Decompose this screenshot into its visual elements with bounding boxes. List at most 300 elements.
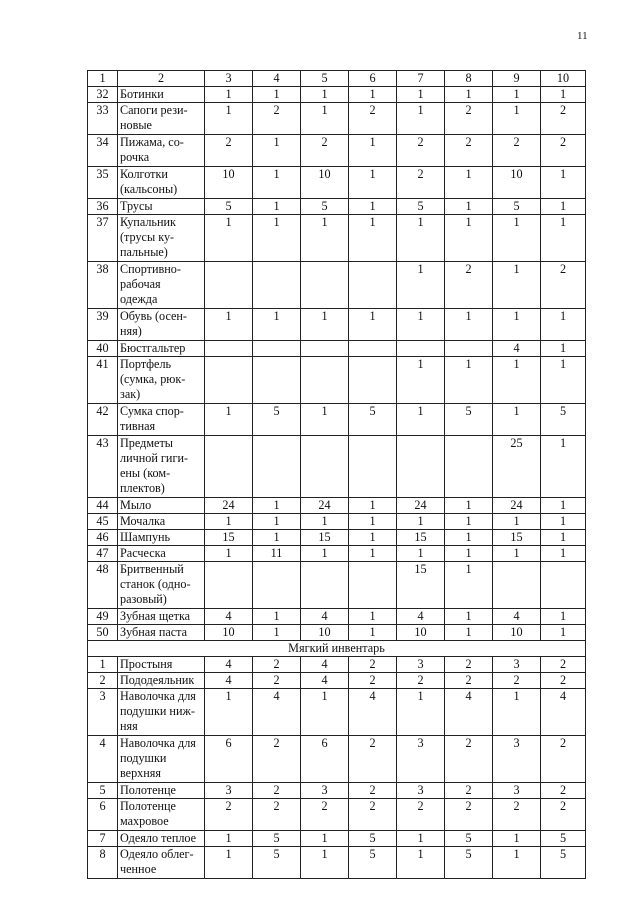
- row-number: 43: [88, 436, 118, 498]
- table-row: [88, 689, 586, 736]
- table-row: [88, 799, 586, 831]
- quantity-cell: [253, 262, 301, 309]
- quantity-cell: 2: [445, 736, 493, 783]
- quantity-cell: 4: [445, 689, 493, 736]
- quantity-cell: [445, 341, 493, 357]
- quantity-cell: 6: [205, 736, 253, 783]
- quantity-cell: 1: [349, 514, 397, 530]
- quantity-cell: 1: [253, 309, 301, 341]
- item-name: Портфель (сумка, рюк- зак): [118, 357, 205, 404]
- quantity-cell: 1: [541, 609, 586, 625]
- quantity-cell: 4: [493, 609, 541, 625]
- item-name: Зубная щетка: [118, 609, 205, 625]
- row-number: 34: [88, 135, 118, 167]
- quantity-cell: 5: [445, 831, 493, 847]
- quantity-cell: 1: [205, 404, 253, 436]
- item-name: Обувь (осен- няя): [118, 309, 205, 341]
- row-number: 7: [88, 831, 118, 847]
- row-number: 47: [88, 546, 118, 562]
- section-row: [88, 641, 586, 657]
- row-number: 44: [88, 498, 118, 514]
- quantity-cell: 1: [349, 199, 397, 215]
- item-name: Шампунь: [118, 530, 205, 546]
- row-number: 48: [88, 562, 118, 609]
- table-row: [88, 783, 586, 799]
- quantity-cell: [349, 262, 397, 309]
- quantity-cell: [349, 341, 397, 357]
- table-row: [88, 847, 586, 879]
- quantity-cell: 1: [301, 87, 349, 103]
- quantity-cell: 4: [541, 689, 586, 736]
- header-cell: 2: [118, 71, 205, 87]
- quantity-cell: [397, 341, 445, 357]
- quantity-cell: [493, 562, 541, 609]
- quantity-cell: 2: [445, 673, 493, 689]
- quantity-cell: 1: [349, 215, 397, 262]
- quantity-cell: [205, 262, 253, 309]
- header-cell: 6: [349, 71, 397, 87]
- quantity-cell: 4: [253, 689, 301, 736]
- quantity-cell: 5: [445, 847, 493, 879]
- quantity-cell: 1: [397, 309, 445, 341]
- quantity-cell: 1: [541, 199, 586, 215]
- quantity-cell: 1: [397, 404, 445, 436]
- quantity-cell: 2: [541, 262, 586, 309]
- header-cell: 4: [253, 71, 301, 87]
- quantity-cell: 2: [541, 783, 586, 799]
- item-name: Наволочка для подушки ниж- няя: [118, 689, 205, 736]
- quantity-cell: 1: [493, 404, 541, 436]
- header-cell: 5: [301, 71, 349, 87]
- quantity-cell: 3: [301, 783, 349, 799]
- table-row: [88, 498, 586, 514]
- quantity-cell: 4: [301, 609, 349, 625]
- table-row: [88, 657, 586, 673]
- row-number: 35: [88, 167, 118, 199]
- quantity-cell: [253, 562, 301, 609]
- quantity-cell: 1: [541, 436, 586, 498]
- quantity-cell: 1: [541, 530, 586, 546]
- row-number: 42: [88, 404, 118, 436]
- quantity-cell: 2: [397, 799, 445, 831]
- table-row: [88, 215, 586, 262]
- quantity-cell: 2: [253, 673, 301, 689]
- quantity-cell: [301, 436, 349, 498]
- quantity-cell: 1: [397, 87, 445, 103]
- row-number: 5: [88, 783, 118, 799]
- quantity-cell: 1: [205, 514, 253, 530]
- table-row: [88, 309, 586, 341]
- table-row: [88, 135, 586, 167]
- quantity-cell: 2: [445, 262, 493, 309]
- quantity-cell: 24: [493, 498, 541, 514]
- row-number: 41: [88, 357, 118, 404]
- quantity-cell: [301, 262, 349, 309]
- quantity-cell: 1: [397, 262, 445, 309]
- quantity-cell: 1: [397, 546, 445, 562]
- quantity-cell: 2: [397, 673, 445, 689]
- quantity-cell: 1: [301, 689, 349, 736]
- quantity-cell: 1: [205, 87, 253, 103]
- quantity-cell: 2: [253, 799, 301, 831]
- quantity-cell: 5: [541, 404, 586, 436]
- quantity-cell: 2: [205, 135, 253, 167]
- quantity-cell: 1: [253, 530, 301, 546]
- quantity-cell: 1: [301, 215, 349, 262]
- quantity-cell: 2: [205, 799, 253, 831]
- quantity-cell: 1: [301, 309, 349, 341]
- table-row: [88, 530, 586, 546]
- table-row: [88, 262, 586, 309]
- quantity-cell: 5: [253, 831, 301, 847]
- quantity-cell: 5: [349, 831, 397, 847]
- quantity-cell: 6: [301, 736, 349, 783]
- table-row: [88, 357, 586, 404]
- quantity-cell: 1: [253, 609, 301, 625]
- table-row: [88, 831, 586, 847]
- quantity-cell: 10: [493, 625, 541, 641]
- quantity-cell: 1: [205, 103, 253, 135]
- header-cell: 8: [445, 71, 493, 87]
- quantity-cell: 1: [493, 309, 541, 341]
- table-row: [88, 167, 586, 199]
- table-row: [88, 341, 586, 357]
- quantity-cell: 1: [445, 609, 493, 625]
- row-number: 4: [88, 736, 118, 783]
- quantity-cell: [349, 436, 397, 498]
- quantity-cell: 1: [349, 135, 397, 167]
- quantity-cell: 10: [205, 625, 253, 641]
- quantity-cell: 1: [445, 309, 493, 341]
- quantity-cell: 1: [541, 514, 586, 530]
- table-body: [88, 71, 586, 879]
- quantity-cell: 2: [349, 673, 397, 689]
- quantity-cell: 11: [253, 546, 301, 562]
- quantity-cell: 1: [445, 530, 493, 546]
- quantity-cell: 5: [445, 404, 493, 436]
- quantity-cell: 1: [445, 625, 493, 641]
- item-name: Сумка спор- тивная: [118, 404, 205, 436]
- table-row: [88, 736, 586, 783]
- quantity-cell: 5: [541, 831, 586, 847]
- quantity-cell: [301, 562, 349, 609]
- row-number: 3: [88, 689, 118, 736]
- quantity-cell: 10: [301, 167, 349, 199]
- quantity-cell: 4: [397, 609, 445, 625]
- quantity-cell: 3: [397, 657, 445, 673]
- quantity-cell: 15: [493, 530, 541, 546]
- table-row: [88, 546, 586, 562]
- quantity-cell: 1: [301, 514, 349, 530]
- quantity-cell: 4: [349, 689, 397, 736]
- quantity-cell: 1: [541, 87, 586, 103]
- row-number: 36: [88, 199, 118, 215]
- item-name: Расческа: [118, 546, 205, 562]
- quantity-cell: 2: [397, 167, 445, 199]
- quantity-cell: 1: [253, 199, 301, 215]
- quantity-cell: 5: [541, 847, 586, 879]
- quantity-cell: [301, 357, 349, 404]
- quantity-cell: 1: [205, 309, 253, 341]
- quantity-cell: 15: [301, 530, 349, 546]
- quantity-cell: 5: [349, 404, 397, 436]
- quantity-cell: 2: [349, 103, 397, 135]
- quantity-cell: 5: [253, 847, 301, 879]
- header-cell: 7: [397, 71, 445, 87]
- quantity-cell: 1: [253, 514, 301, 530]
- quantity-cell: 10: [301, 625, 349, 641]
- quantity-cell: 4: [205, 609, 253, 625]
- quantity-cell: 1: [541, 309, 586, 341]
- quantity-cell: 1: [541, 498, 586, 514]
- item-name: Бюстгальтер: [118, 341, 205, 357]
- item-name: Трусы: [118, 199, 205, 215]
- quantity-cell: 10: [205, 167, 253, 199]
- quantity-cell: 2: [253, 783, 301, 799]
- quantity-cell: 3: [493, 657, 541, 673]
- quantity-cell: 1: [205, 847, 253, 879]
- quantity-cell: 2: [493, 673, 541, 689]
- table-row: [88, 404, 586, 436]
- quantity-cell: 1: [205, 689, 253, 736]
- quantity-cell: [445, 436, 493, 498]
- item-name: Мочалка: [118, 514, 205, 530]
- quantity-cell: 1: [349, 625, 397, 641]
- quantity-cell: 3: [493, 783, 541, 799]
- quantity-cell: 24: [301, 498, 349, 514]
- quantity-cell: 2: [541, 799, 586, 831]
- quantity-cell: 1: [253, 215, 301, 262]
- quantity-cell: 2: [445, 657, 493, 673]
- table-row: [88, 673, 586, 689]
- quantity-cell: [205, 436, 253, 498]
- quantity-cell: 1: [493, 103, 541, 135]
- quantity-cell: 3: [397, 783, 445, 799]
- quantity-cell: 1: [493, 262, 541, 309]
- quantity-cell: 1: [493, 847, 541, 879]
- quantity-cell: [349, 357, 397, 404]
- quantity-cell: 1: [445, 498, 493, 514]
- section-title: Мягкий инвентарь: [88, 641, 586, 657]
- quantity-cell: 1: [205, 546, 253, 562]
- quantity-cell: 24: [397, 498, 445, 514]
- quantity-cell: 1: [301, 546, 349, 562]
- quantity-cell: 1: [493, 689, 541, 736]
- quantity-cell: 5: [301, 199, 349, 215]
- quantity-cell: [205, 357, 253, 404]
- table-row: [88, 87, 586, 103]
- quantity-cell: 2: [349, 799, 397, 831]
- quantity-cell: 1: [541, 625, 586, 641]
- quantity-cell: 1: [349, 546, 397, 562]
- item-name: Простыня: [118, 657, 205, 673]
- quantity-cell: 1: [445, 357, 493, 404]
- row-number: 39: [88, 309, 118, 341]
- quantity-cell: 3: [493, 736, 541, 783]
- quantity-cell: 15: [397, 530, 445, 546]
- quantity-cell: 1: [445, 87, 493, 103]
- quantity-cell: 2: [253, 736, 301, 783]
- quantity-cell: 1: [253, 87, 301, 103]
- quantity-cell: [349, 562, 397, 609]
- quantity-cell: 1: [349, 87, 397, 103]
- quantity-cell: 1: [541, 546, 586, 562]
- row-number: 37: [88, 215, 118, 262]
- item-name: Наволочка для подушки верхняя: [118, 736, 205, 783]
- quantity-cell: 2: [541, 135, 586, 167]
- quantity-cell: 2: [253, 657, 301, 673]
- quantity-cell: 2: [493, 799, 541, 831]
- quantity-cell: 15: [205, 530, 253, 546]
- quantity-cell: 1: [397, 103, 445, 135]
- quantity-cell: 1: [253, 498, 301, 514]
- item-name: Ботинки: [118, 87, 205, 103]
- page-number: 11: [577, 30, 588, 42]
- table-row: [88, 436, 586, 498]
- quantity-cell: 1: [301, 847, 349, 879]
- item-name: Мыло: [118, 498, 205, 514]
- quantity-cell: 1: [541, 341, 586, 357]
- quantity-cell: 24: [205, 498, 253, 514]
- quantity-cell: [253, 341, 301, 357]
- item-name: Полотенце махровое: [118, 799, 205, 831]
- item-name: Бритвенный станок (одно- разовый): [118, 562, 205, 609]
- quantity-cell: 1: [541, 357, 586, 404]
- quantity-cell: 1: [301, 831, 349, 847]
- item-name: Купальник (трусы ку- пальные): [118, 215, 205, 262]
- quantity-cell: 1: [397, 215, 445, 262]
- quantity-cell: 5: [349, 847, 397, 879]
- row-number: 38: [88, 262, 118, 309]
- quantity-cell: 2: [349, 736, 397, 783]
- quantity-cell: 10: [493, 167, 541, 199]
- row-number: 8: [88, 847, 118, 879]
- quantity-cell: [253, 357, 301, 404]
- quantity-cell: 1: [493, 357, 541, 404]
- quantity-cell: 1: [349, 167, 397, 199]
- quantity-cell: 2: [445, 135, 493, 167]
- quantity-cell: 5: [397, 199, 445, 215]
- quantity-cell: 1: [445, 167, 493, 199]
- header-cell: 10: [541, 71, 586, 87]
- quantity-cell: 4: [301, 673, 349, 689]
- quantity-cell: [253, 436, 301, 498]
- quantity-cell: 1: [397, 514, 445, 530]
- row-number: 49: [88, 609, 118, 625]
- quantity-cell: 1: [349, 498, 397, 514]
- item-name: Пижама, со- рочка: [118, 135, 205, 167]
- quantity-cell: 1: [253, 135, 301, 167]
- quantity-cell: 15: [397, 562, 445, 609]
- row-number: 33: [88, 103, 118, 135]
- quantity-cell: 1: [253, 625, 301, 641]
- row-number: 46: [88, 530, 118, 546]
- quantity-cell: 2: [349, 657, 397, 673]
- row-number: 50: [88, 625, 118, 641]
- quantity-cell: 1: [493, 831, 541, 847]
- table-row: [88, 199, 586, 215]
- quantity-cell: 2: [445, 783, 493, 799]
- quantity-cell: 10: [397, 625, 445, 641]
- row-number: 2: [88, 673, 118, 689]
- item-name: Предметы личной гиги- ены (ком- плектов): [118, 436, 205, 498]
- quantity-cell: 2: [541, 657, 586, 673]
- quantity-cell: 3: [205, 783, 253, 799]
- quantity-cell: 1: [445, 562, 493, 609]
- quantity-cell: 1: [349, 309, 397, 341]
- row-number: 40: [88, 341, 118, 357]
- quantity-cell: 4: [493, 341, 541, 357]
- quantity-cell: 1: [349, 609, 397, 625]
- item-name: Колготки (кальсоны): [118, 167, 205, 199]
- quantity-cell: 2: [349, 783, 397, 799]
- quantity-cell: 5: [205, 199, 253, 215]
- quantity-cell: 25: [493, 436, 541, 498]
- item-name: Полотенце: [118, 783, 205, 799]
- quantity-cell: [301, 341, 349, 357]
- quantity-cell: 5: [493, 199, 541, 215]
- quantity-cell: 1: [301, 404, 349, 436]
- quantity-cell: [397, 436, 445, 498]
- quantity-cell: 1: [397, 847, 445, 879]
- quantity-cell: 1: [493, 215, 541, 262]
- quantity-cell: 2: [445, 103, 493, 135]
- header-row: [88, 71, 586, 87]
- quantity-cell: 1: [205, 215, 253, 262]
- item-name: Одеяло облег- ченное: [118, 847, 205, 879]
- quantity-cell: 1: [445, 546, 493, 562]
- quantity-cell: 1: [397, 689, 445, 736]
- header-cell: 1: [88, 71, 118, 87]
- quantity-cell: 1: [445, 199, 493, 215]
- row-number: 32: [88, 87, 118, 103]
- header-cell: 9: [493, 71, 541, 87]
- supply-norms-table: [87, 70, 586, 879]
- quantity-cell: 3: [397, 736, 445, 783]
- quantity-cell: 1: [301, 103, 349, 135]
- table-row: [88, 514, 586, 530]
- row-number: 6: [88, 799, 118, 831]
- row-number: 1: [88, 657, 118, 673]
- item-name: Сапоги рези- новые: [118, 103, 205, 135]
- quantity-cell: 2: [541, 673, 586, 689]
- table-row: [88, 609, 586, 625]
- table-row: [88, 562, 586, 609]
- quantity-cell: 4: [205, 657, 253, 673]
- table-row: [88, 103, 586, 135]
- item-name: Зубная паста: [118, 625, 205, 641]
- quantity-cell: 5: [253, 404, 301, 436]
- quantity-cell: 2: [301, 799, 349, 831]
- quantity-cell: 2: [493, 135, 541, 167]
- quantity-cell: 1: [397, 831, 445, 847]
- quantity-cell: 1: [493, 87, 541, 103]
- quantity-cell: 1: [205, 831, 253, 847]
- quantity-cell: 1: [253, 167, 301, 199]
- quantity-cell: 2: [541, 103, 586, 135]
- quantity-cell: 1: [541, 167, 586, 199]
- quantity-cell: 1: [541, 215, 586, 262]
- quantity-cell: 2: [397, 135, 445, 167]
- quantity-cell: 1: [493, 546, 541, 562]
- quantity-cell: 1: [349, 530, 397, 546]
- quantity-cell: 4: [301, 657, 349, 673]
- quantity-cell: 4: [205, 673, 253, 689]
- quantity-cell: [205, 341, 253, 357]
- quantity-cell: 2: [253, 103, 301, 135]
- table-row: [88, 625, 586, 641]
- quantity-cell: 2: [541, 736, 586, 783]
